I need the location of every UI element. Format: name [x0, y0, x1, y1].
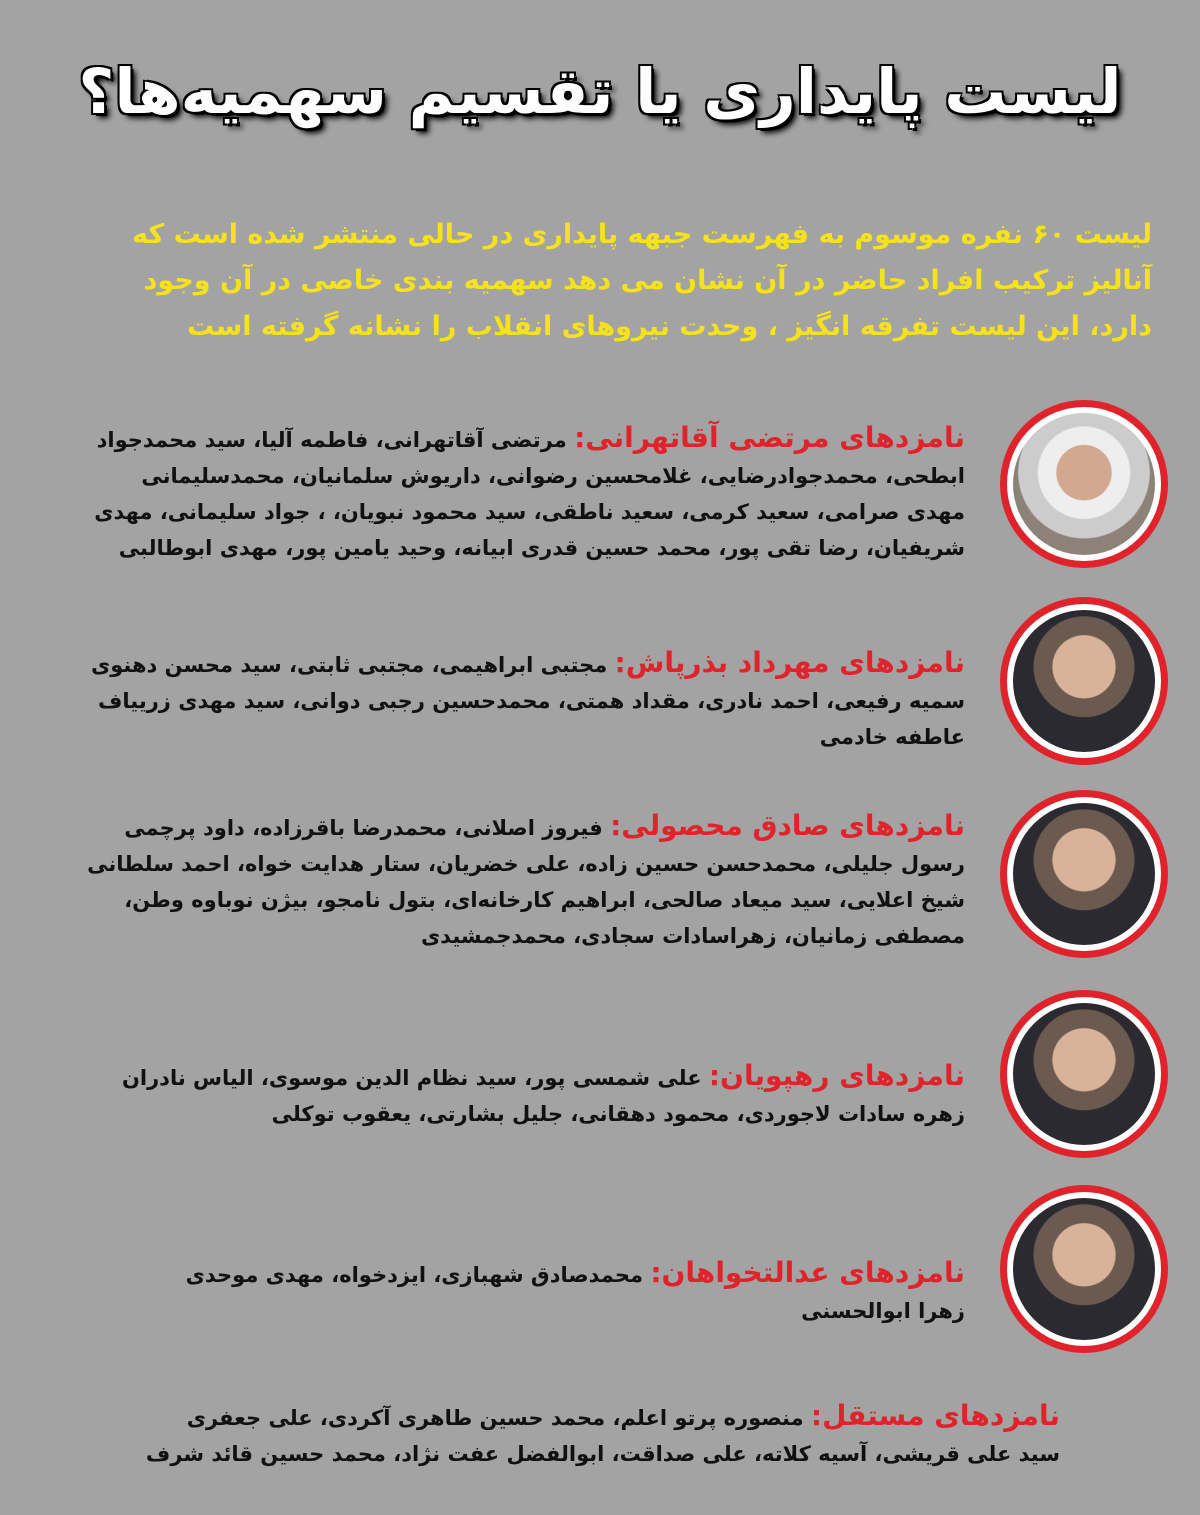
page-title: لیست پایداری یا تقسیم سهمیه‌ها؟ [78, 55, 1122, 128]
names-line: محمدصادق شهبازی، ایزدخواه، مهدی موحدی [185, 1263, 643, 1287]
section-heading: نامزدهای عدالتخواهان: [650, 1256, 965, 1289]
names-line: فیروز اصلانی، محمدرضا باقرزاده، داود پرچمی [124, 816, 603, 840]
names-line: زهره سادات لاجوردی، محمود دهقانی، جلیل بشارتی، یعقوب توکلی [271, 1102, 965, 1126]
section-heading: نامزدهای مرتضی آقاتهرانی: [574, 421, 965, 454]
names-line: شریفیان، رضا تقی پور، محمد حسین قدری ابیانه، وحید یامین پور، مهدی ابوطالبی [118, 536, 965, 560]
section-rahpouyan [0, 1058, 965, 1132]
names-line: مهدی صرامی، سعید کرمی، سعید ناطقی، سید محمود نبویان، ، جواد سلیمانی، مهدی [94, 500, 965, 524]
section-aghatehrani [0, 420, 965, 566]
candidate-photo-aghatehrani [1000, 400, 1168, 568]
section-bazrpash [0, 645, 965, 755]
names-line: شیخ اعلایی، سید میعاد صالحی، ابراهیم کارخانه‌ای، بتول نامجو، بیژن نوباوه وطن، [124, 888, 965, 912]
section-edalatkhahan [0, 1255, 965, 1329]
section-heading: نامزدهای رهپویان: [708, 1059, 965, 1092]
section-heading: نامزدهای صادق محصولی: [610, 809, 965, 842]
section-independent [60, 1398, 1060, 1472]
names-line: مصطفی زمانیان، زهراسادات سجادی، محمدجمشیدی [420, 924, 965, 948]
names-line: مجتبی ابراهیمی، مجتبی ثابتی، سید محسن دهنوی [90, 653, 608, 677]
names-line: رسول جلیلی، محمدحسن حسین زاده، علی خضریان، ستار هدایت خواه، احمد سلطانی [87, 852, 965, 876]
names-line: منصوره پرتو اعلم، محمد حسین طاهری آکردی، علی جعفری [186, 1406, 804, 1430]
section-heading: نامزدهای مهرداد بذرپاش: [614, 646, 965, 679]
candidate-photo-bazrpash [1000, 597, 1168, 765]
intro-line: آنالیز ترکیب افراد حاضر در آن نشان می دهد سهمیه بندی خاصی در آن وجود [143, 265, 1152, 296]
intro-line: دارد، این لیست تفرقه انگیز ، وحدت نیروهای انقلاب را نشانه گرفته است [187, 311, 1152, 342]
section-mahsouli [0, 808, 965, 954]
section-heading: نامزدهای مستقل: [810, 1399, 1060, 1432]
intro-line: لیست ۶۰ نفره موسوم به فهرست جبهه پایداری در حالی منتشر شده است که [132, 219, 1152, 250]
names-line: سید علی قریشی، آسیه کلاته، علی صداقت، ابوالفضل عفت نژاد، محمد حسین قائد شرف [145, 1442, 1060, 1466]
names-line: سمیه رفیعی، احمد نادری، مقداد همتی، محمدحسین رجبی دوانی، سید مهدی زرییاف [97, 689, 965, 713]
candidate-photo-edalatkhahan [1000, 1185, 1168, 1353]
names-line: علی شمسی پور، سید نظام الدین موسوی، الیاس نادران [121, 1066, 702, 1090]
candidate-photo-mahsouli [1000, 790, 1168, 958]
names-line: عاطفه خادمی [819, 725, 965, 749]
names-line: مرتضی آقاتهرانی، فاطمه آلیا، سید محمدجواد [96, 428, 567, 452]
names-line: ابطحی، محمدجوادرضایی، غلامحسین رضوانی، داریوش سلمانیان، محمدسلیمانی [141, 464, 965, 488]
names-line: زهرا ابوالحسنی [801, 1299, 965, 1323]
candidate-photo-rahpouyan [1000, 990, 1168, 1158]
intro-paragraph [42, 212, 1152, 350]
